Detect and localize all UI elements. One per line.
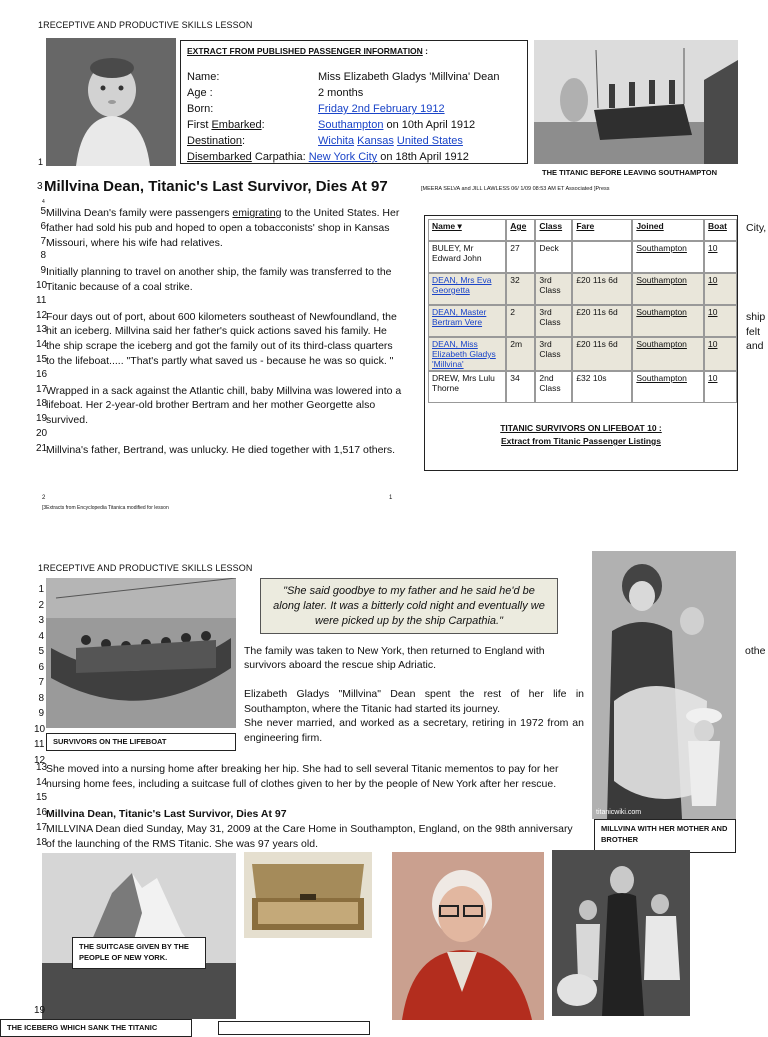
page1-line-number: 6 bbox=[40, 220, 46, 232]
table-cell-joined bbox=[632, 305, 704, 337]
mother-art bbox=[592, 551, 736, 819]
cell-value: £20 11s 6d bbox=[576, 339, 618, 349]
page1-line-number: 13 bbox=[36, 324, 48, 336]
quote-box: "She said goodbye to my father and he said he'd be along later. It was a bitterly cold night and eventually we were picked up by the ship Carpathia." bbox=[260, 578, 558, 634]
page1-line-number: 7 bbox=[40, 235, 46, 247]
extract-title-colon: : bbox=[422, 46, 429, 56]
disembarked-date: on 18th April 1912 bbox=[377, 151, 469, 163]
disembarked-place-link[interactable]: New York City bbox=[308, 151, 378, 163]
page2-body-line: MILLVINA Dean died Sunday, May 31, 2009 at the Care Home in Southampton, England, on the 98th anniversary bbox=[46, 823, 573, 835]
para1-line2: survivors aboard the rescue ship Adriatic. bbox=[244, 659, 437, 671]
footer-left-num: 2 bbox=[42, 495, 46, 501]
page2-line-number: 10 bbox=[34, 723, 46, 735]
table-cell-boat bbox=[704, 273, 737, 305]
page2-line-number: 1 bbox=[38, 584, 44, 595]
cell-value: 3rd Class bbox=[539, 307, 561, 327]
cell-value[interactable]: 10 bbox=[708, 307, 718, 317]
destination-colon: : bbox=[242, 135, 246, 147]
passenger-name: BULEY, Mr Edward John bbox=[432, 243, 482, 263]
suitcase-caption: THE SUITCASE GIVEN BY THE PEOPLE OF NEW YORK. bbox=[72, 937, 206, 969]
passenger-name: DREW, Mrs Lulu Thorne bbox=[432, 373, 495, 393]
dest-state-link[interactable]: Kansas bbox=[357, 135, 394, 147]
page2-body-line: She moved into a nursing home after breaking her hip. She had to sell several Titanic mementos to pay for her bbox=[46, 763, 559, 775]
extract-title bbox=[187, 46, 428, 56]
page1-body-line: survived. bbox=[46, 414, 89, 427]
born-label: Born: bbox=[187, 103, 214, 115]
page2-line-number: 9 bbox=[38, 708, 44, 719]
survivors-table bbox=[428, 219, 737, 403]
table-header-cell: Boat bbox=[704, 219, 737, 241]
para2: Elizabeth Gladys "Millvina" Dean spent the rest of her life in Southampton, where the Titanic had started its journey. bbox=[244, 688, 584, 715]
table-cell-age bbox=[506, 241, 535, 273]
line-text-underlined: emigrating bbox=[232, 207, 282, 219]
line-text-post: to the United States. Her bbox=[281, 207, 400, 219]
title-linenum: 3 bbox=[37, 181, 43, 192]
table-cell-class bbox=[535, 305, 572, 337]
embarked-date: on 10th April 1912 bbox=[383, 119, 476, 131]
overflow-other: othe bbox=[745, 645, 766, 657]
table-caption-1: TITANIC SURVIVORS ON LIFEBOAT 10 : bbox=[500, 423, 662, 433]
cell-value: 2m bbox=[510, 339, 523, 349]
table-cell-boat bbox=[704, 371, 737, 403]
page2-line-number: 2 bbox=[38, 599, 44, 611]
table-header-cell: Fare bbox=[572, 219, 632, 241]
cell-value[interactable]: Southampton bbox=[636, 243, 687, 253]
table-cell-name bbox=[428, 371, 506, 403]
cell-value: 3rd Class bbox=[539, 275, 561, 295]
page2-body-line: Millvina Dean, Titanic's Last Survivor, Dies At 97 bbox=[46, 808, 287, 820]
embarked-prefix: First bbox=[187, 119, 212, 131]
passenger-name[interactable]: DEAN, Mrs Eva Georgetta bbox=[432, 275, 492, 295]
age-value: 2 months bbox=[318, 87, 364, 99]
table-cell-age bbox=[506, 305, 535, 337]
page1-body-line: lifeboat. Her 2-year-old brother Bertram and her mother Georgette also bbox=[46, 399, 376, 412]
page1-line-number: 20 bbox=[36, 428, 48, 439]
page1-body-line: Titanic because of a coal strike. bbox=[46, 281, 193, 293]
table-body bbox=[428, 241, 737, 403]
lifeboat-caption: SURVIVORS ON THE LIFEBOAT bbox=[46, 733, 236, 751]
embarked-place-link[interactable]: Southampton bbox=[318, 119, 384, 131]
destination-label bbox=[187, 135, 245, 147]
marker-4: 4 bbox=[42, 199, 45, 205]
extract-title-text: EXTRACT FROM PUBLISHED PASSENGER INFORMATION bbox=[187, 46, 423, 56]
baby-photo bbox=[46, 38, 176, 166]
page2-line-number: 13 bbox=[36, 762, 48, 773]
suitcase-photo bbox=[244, 852, 372, 938]
iceberg-art bbox=[42, 853, 236, 1019]
page1-body-line: father had sold his pub and hoped to open a tobacconists' shop in Kansas bbox=[46, 221, 390, 234]
page2-line-number: 8 bbox=[38, 692, 44, 704]
table-row bbox=[428, 337, 737, 371]
page1-line-number: 18 bbox=[36, 398, 48, 410]
line-19-num: 19 bbox=[34, 1005, 46, 1016]
page2-line-number: 12 bbox=[34, 754, 46, 766]
embarked-colon: : bbox=[261, 119, 265, 131]
overflow-ship: ship bbox=[746, 311, 766, 323]
iceberg-photo bbox=[42, 853, 236, 1019]
titanic-ship-photo bbox=[534, 40, 738, 164]
page1-line-number: 15 bbox=[36, 354, 48, 365]
millvina-elderly-photo bbox=[392, 852, 544, 1020]
page1-line-number: 5 bbox=[40, 206, 46, 217]
table-cell-name bbox=[428, 273, 506, 305]
cell-value: 34 bbox=[510, 373, 520, 383]
table-cell-class bbox=[535, 273, 572, 305]
table-cell-fare bbox=[572, 305, 632, 337]
page1-body-line: hit an iceberg. Millvina said her father's quick actions saved his family. He bbox=[46, 325, 387, 338]
table-header-row bbox=[428, 219, 737, 241]
table-cell-joined bbox=[632, 273, 704, 305]
table-cell-fare bbox=[572, 337, 632, 371]
page1-line-number: 19 bbox=[36, 413, 48, 425]
destination-word: Destination bbox=[187, 135, 243, 147]
para3: She never married, and worked as a secretary, retiring in 1972 from an engineering firm. bbox=[244, 717, 584, 744]
para1-line1: The family was taken to New York, then returned to England with bbox=[244, 645, 545, 657]
destination-value bbox=[318, 135, 463, 147]
table-cell-class bbox=[535, 241, 572, 273]
cell-value[interactable]: 10 bbox=[708, 339, 718, 349]
cell-value: 2 bbox=[510, 307, 516, 317]
page2-line-number: 14 bbox=[36, 777, 48, 788]
page2-line-number: 18 bbox=[36, 837, 48, 848]
byline: [MEERA SELVA and JILL LAWLESS 06/ 1/09 08:53 AM ET Associated ]Press bbox=[421, 186, 610, 192]
page1-body-line: Missouri, where his wife had relatives. bbox=[46, 236, 223, 249]
page2-header-text: RECEPTIVE AND PRODUCTIVE SKILLS LESSON bbox=[43, 563, 253, 573]
lifeboat-art bbox=[46, 578, 236, 728]
page1-body-line: to the lifeboat..... "That's partly what saved us - because he was so quick. " bbox=[46, 355, 394, 367]
page2-line-number: 4 bbox=[38, 630, 44, 642]
table-cell-boat bbox=[704, 337, 737, 371]
cell-value[interactable]: 10 bbox=[708, 243, 718, 253]
table-cell-class bbox=[535, 337, 572, 371]
page1-line-number: 10 bbox=[36, 280, 48, 291]
page2-header bbox=[38, 563, 252, 573]
titanic-ship-art bbox=[534, 40, 738, 164]
mother-caption: MILLVINA WITH HER MOTHER AND BROTHER bbox=[594, 819, 736, 853]
table-cell-fare bbox=[572, 273, 632, 305]
page2-line-number: 11 bbox=[34, 739, 45, 750]
footer-center-num: 1 bbox=[389, 495, 393, 501]
page1-line-number: 16 bbox=[36, 368, 48, 380]
table-cell-name bbox=[428, 241, 506, 273]
iceberg-caption: THE ICEBERG WHICH SANK THE TITANIC bbox=[0, 1019, 192, 1037]
family-photo bbox=[552, 850, 690, 1016]
page1-body-line: Millvina's father, Bertrand, was unlucky. He died together with 1,517 others. bbox=[46, 443, 396, 456]
page1-line-number: 21 bbox=[36, 442, 48, 454]
overflow-felt: felt bbox=[746, 326, 761, 338]
table-row bbox=[428, 305, 737, 337]
table-cell-age bbox=[506, 371, 535, 403]
cell-value: 3rd Class bbox=[539, 339, 561, 359]
title-text: Millvina Dean, Titanic's Last Survivor, Dies At 97 bbox=[44, 178, 388, 195]
table-header-cell: Class bbox=[535, 219, 572, 241]
disembarked-ship: Carpathia: bbox=[251, 151, 309, 163]
dest-country-link[interactable]: United States bbox=[396, 135, 463, 147]
page2-line-number: 17 bbox=[36, 822, 48, 833]
passenger-name[interactable]: DEAN, Master Bertram Vere bbox=[432, 307, 487, 327]
page1-line-number: 8 bbox=[40, 250, 46, 262]
photo-credit: titanicwiki.com bbox=[596, 809, 642, 816]
page1-body-line bbox=[46, 206, 416, 221]
age-label: Age : bbox=[187, 87, 213, 99]
lifeboat-photo bbox=[46, 578, 236, 728]
table-cell-name bbox=[428, 337, 506, 371]
embarked-word: Embarked bbox=[211, 119, 262, 131]
embarked-label bbox=[187, 119, 265, 131]
name-label: Name: bbox=[187, 71, 220, 83]
page2-line-number: 5 bbox=[38, 646, 44, 657]
table-cell-joined bbox=[632, 241, 704, 273]
page1-body-line: Wrapped in a sack against the Atlantic chill, baby Millvina was lowered into a bbox=[46, 384, 402, 397]
dest-city-link[interactable]: Wichita bbox=[318, 135, 355, 147]
cell-value: £20 11s 6d bbox=[576, 307, 618, 317]
table-header-cell: Joined bbox=[632, 219, 704, 241]
titanic-photo-caption: THE TITANIC BEFORE LEAVING SOUTHAMPTON bbox=[542, 168, 718, 177]
bottom-empty-caption bbox=[218, 1021, 370, 1035]
table-cell-class bbox=[535, 371, 572, 403]
cell-value: 27 bbox=[510, 243, 520, 253]
cell-value[interactable]: Southampton bbox=[636, 307, 687, 317]
cell-value[interactable]: Southampton bbox=[636, 339, 687, 349]
cell-value: 32 bbox=[510, 275, 520, 285]
page1-line-number: 11 bbox=[36, 294, 47, 306]
table-row bbox=[428, 371, 737, 403]
line-text-pre: Millvina Dean's family were passengers bbox=[46, 207, 233, 219]
baby-photo-art bbox=[46, 38, 176, 166]
table-cell-fare bbox=[572, 241, 632, 273]
table-cell-boat bbox=[704, 305, 737, 337]
cell-value: £32 10s bbox=[576, 373, 607, 383]
cell-value: Deck bbox=[539, 243, 559, 253]
page1-body-line: Four days out of port, about 600 kilometers southeast of Newfoundland, the bbox=[46, 310, 397, 323]
page2-line-number: 7 bbox=[38, 677, 44, 688]
table-cell-age bbox=[506, 273, 535, 305]
page2-line-number: 15 bbox=[36, 792, 48, 803]
disembarked-row bbox=[187, 151, 469, 163]
line1-marker: 1 bbox=[38, 157, 44, 167]
cell-value[interactable]: 10 bbox=[708, 275, 718, 285]
cell-value[interactable]: Southampton bbox=[636, 373, 687, 383]
passenger-name[interactable]: DEAN, Miss Elizabeth Gladys 'Millvina' bbox=[432, 339, 496, 369]
page1-line-number: 17 bbox=[36, 383, 48, 395]
embarked-value bbox=[318, 119, 475, 131]
table-cell-name bbox=[428, 305, 506, 337]
page2-line-number: 16 bbox=[36, 807, 48, 818]
page1-line-number: 12 bbox=[36, 309, 48, 321]
page1-header bbox=[38, 20, 252, 30]
name-value: Miss Elizabeth Gladys 'Millvina' Dean bbox=[318, 71, 500, 83]
page1-header-text: RECEPTIVE AND PRODUCTIVE SKILLS LESSON bbox=[43, 20, 253, 30]
table-cell-joined bbox=[632, 337, 704, 371]
table-cell-age bbox=[506, 337, 535, 371]
lifeboat-table-box bbox=[424, 215, 738, 471]
cell-value: £20 11s 6d bbox=[576, 275, 618, 285]
page2-body-line: nursing home fees, including a suitcase full of clothes given to her by the people of New York after her rescue. bbox=[46, 778, 557, 790]
table-header-cell: Age bbox=[506, 219, 535, 241]
page1-line-number: 14 bbox=[36, 339, 48, 351]
table-row bbox=[428, 241, 737, 273]
mother-photo bbox=[592, 551, 736, 819]
page1-line-number: 9 bbox=[40, 265, 46, 277]
table-cell-boat bbox=[704, 241, 737, 273]
passenger-extract-box bbox=[180, 40, 528, 164]
family-art bbox=[552, 850, 690, 1016]
table-caption-2: Extract from Titanic Passenger Listings bbox=[501, 436, 661, 446]
page2-line-number: 3 bbox=[38, 615, 44, 626]
cell-value[interactable]: Southampton bbox=[636, 275, 687, 285]
suitcase-art bbox=[244, 852, 372, 938]
table-row bbox=[428, 273, 737, 305]
page2-header-num: 1 bbox=[38, 563, 44, 573]
cell-value: 2nd Class bbox=[539, 373, 561, 393]
page1-body-line: Initially planning to travel on another ship, the family was transferred to the bbox=[46, 266, 392, 279]
page2-line-number: 6 bbox=[38, 661, 44, 673]
disembarked-word: Disembarked bbox=[187, 151, 252, 163]
born-value-link[interactable]: Friday 2nd February 1912 bbox=[318, 103, 445, 115]
page1-header-num: 1 bbox=[38, 20, 44, 30]
overflow-and: and bbox=[746, 340, 764, 352]
page2-body-line: of the launching of the RMS Titanic. She was 97 years old. bbox=[46, 838, 318, 850]
page1-body-line: the ship scrape the iceberg and got the family out of its third-class quarters bbox=[46, 340, 393, 353]
table-cell-fare bbox=[572, 371, 632, 403]
table-cell-joined bbox=[632, 371, 704, 403]
cell-value[interactable]: 10 bbox=[708, 373, 718, 383]
table-header-cell[interactable]: Name ▾ bbox=[428, 219, 506, 241]
article-title bbox=[37, 178, 388, 195]
overflow-city: City, bbox=[746, 222, 767, 234]
elderly-art bbox=[392, 852, 544, 1020]
footnote: [3Extracts from Encyclopedia Titanica modified for lesson bbox=[42, 505, 169, 511]
